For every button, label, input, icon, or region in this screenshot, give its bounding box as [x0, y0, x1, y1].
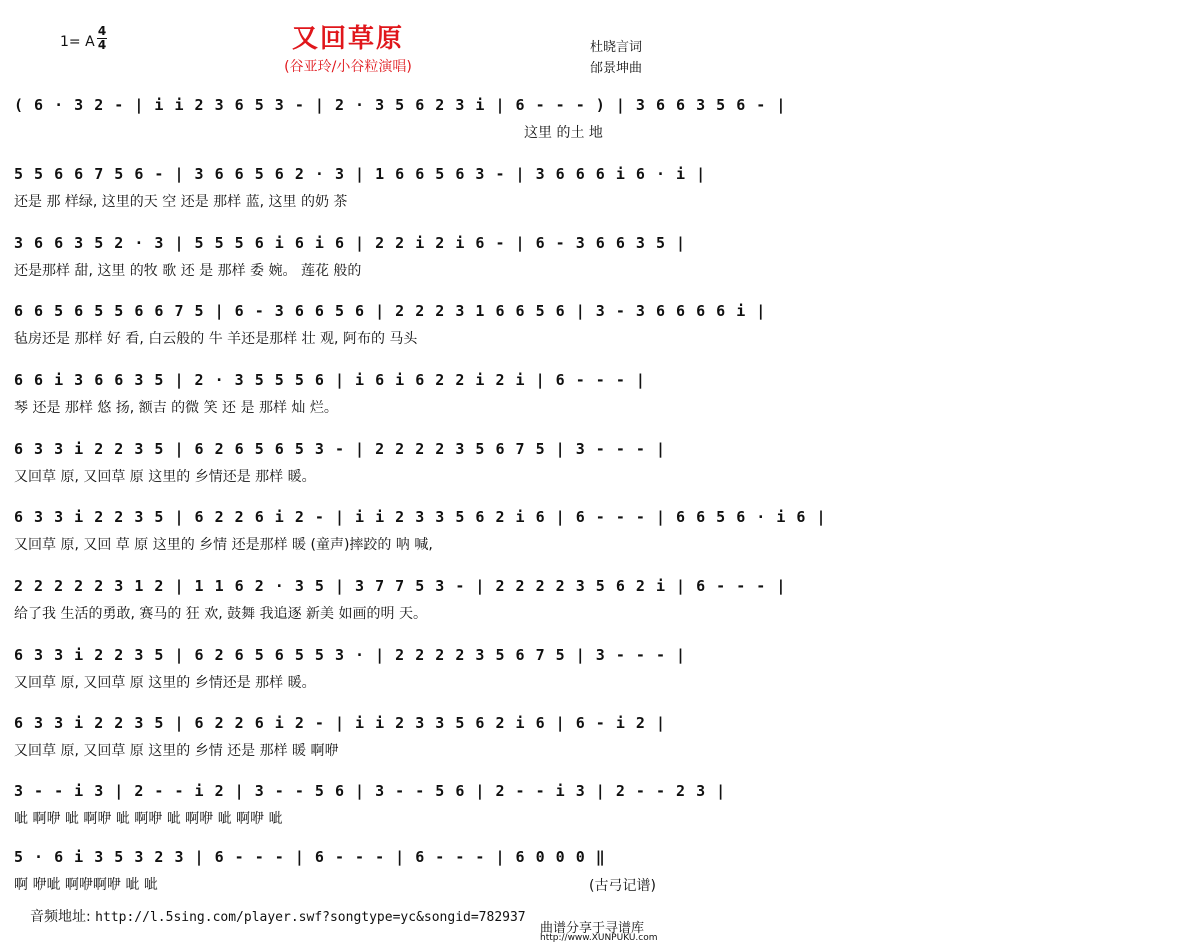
notation-line: 6 3 3 i 2 2 3 5 | 6 2 6 5 6 5 5 3 · | 2 2 2 2 3 5 6 7 5 | 3 - - - |: [14, 646, 687, 664]
watermark-title: 曲谱分享于寻谱库: [540, 921, 645, 936]
notation-line: 6 3 3 i 2 2 3 5 | 6 2 2 6 i 2 - | i i 2 3 3 5 6 2 i 6 | 6 - i 2 |: [14, 714, 666, 732]
time-denominator: 4: [97, 38, 107, 52]
lyrics-line: 又回草 原, 又回草 原 这里的 乡情还是 那样 暖。: [14, 469, 316, 485]
time-numerator: 4: [97, 24, 107, 38]
lyricist-credit: 杜晓言词: [590, 40, 643, 55]
score-row-1: [14, 96, 787, 156]
score-row-4: [14, 302, 767, 362]
score-row-7: [14, 508, 827, 568]
lyrics-line: 毡房还是 那样 好 看, 白云般的 牛 羊还是那样 壮 观, 阿布的 马头: [14, 331, 418, 347]
lyrics-line: 给了我 生活的勇敢, 赛马的 狂 欢, 鼓舞 我追逐 新美 如画的明 天。: [14, 606, 427, 622]
notation-line: 5 5 6 6 7 5 6 - | 3 6 6 5 6 2 · 3 | 1 6 6 5 6 3 - | 3 6 6 6 i 6 · i |: [14, 165, 707, 183]
lyrics-line: 又回草 原, 又回草 原 这里的 乡情还是 那样 暖。: [14, 675, 316, 691]
notation-line: 6 3 3 i 2 2 3 5 | 6 2 6 5 6 5 3 - | 2 2 2 2 3 5 6 7 5 | 3 - - - |: [14, 440, 666, 458]
lyrics-line: 又回草 原, 又回草 原 这里的 乡情 还是 那样 暖 啊咿: [14, 743, 339, 759]
notation-line: 3 - - i 3 | 2 - - i 2 | 3 - - 5 6 | 3 - - 5 6 | 2 - - i 3 | 2 - - 2 3 |: [14, 782, 727, 800]
lyrics-line: 呲 啊咿 呲 啊咿 呲 啊咿 呲 啊咿 呲 啊咿 呲: [14, 811, 283, 827]
audio-label: 音频地址:: [30, 909, 91, 925]
notation-line: ( 6 · 3 2 - | i i 2 3 6 5 3 - | 2 · 3 5 6 2 3 i | 6 - - - ) | 3 6 6 3 5 6 - |: [14, 96, 787, 114]
lyrics-line: 啊 咿呲 啊咿啊咿 呲 呲: [14, 877, 158, 893]
notation-line: 5 · 6 i 3 5 3 2 3 | 6 - - - | 6 - - - | 6 - - - | 6 0 0 0 ‖: [14, 848, 606, 866]
score-row-10: [14, 714, 680, 774]
singer-subtitle: (谷亚玲/小谷粒演唱): [284, 59, 412, 75]
song-title: 又回草原: [291, 24, 404, 54]
lyrics-line: 这里 的土 地: [524, 125, 603, 141]
score-row-8: [14, 577, 787, 637]
score-row-9: [14, 646, 687, 706]
lyrics-line: 还是 那 样绿, 这里的天 空 还是 那样 蓝, 这里 的奶 茶: [14, 194, 348, 210]
transcriber-note: (古弓记谱): [589, 878, 656, 894]
notation-line: 6 6 5 6 5 5 6 6 7 5 | 6 - 3 6 6 5 6 | 2 2 2 3 1 6 6 5 6 | 3 - 3 6 6 6 6 i |: [14, 302, 767, 320]
score-row-6: [14, 440, 680, 500]
score-row-11: [14, 782, 727, 842]
notation-line: 3 6 6 3 5 2 · 3 | 5 5 5 6 i 6 i 6 | 2 2 i 2 i 6 - | 6 - 3 6 6 3 5 |: [14, 234, 687, 252]
score-row-5: [14, 371, 680, 431]
watermark-url[interactable]: http://www.XUNPUKU.com: [540, 933, 658, 943]
score-row-2: [14, 165, 707, 225]
composer-credit: 邰景坤曲: [590, 61, 643, 76]
audio-address: [30, 906, 526, 926]
score-row-3: [14, 234, 687, 294]
lyrics-line: 琴 还是 那样 悠 扬, 额吉 的微 笑 还 是 那样 灿 烂。: [14, 400, 338, 416]
notation-line: 6 6 i 3 6 6 3 5 | 2 · 3 5 5 5 6 | i 6 i 6 2 2 i 2 i | 6 - - - |: [14, 371, 646, 389]
notation-line: 2 2 2 2 2 3 1 2 | 1 1 6 2 · 3 5 | 3 7 7 5 3 - | 2 2 2 2 3 5 6 2 i | 6 - - - |: [14, 577, 787, 595]
lyrics-line: 又回草 原, 又回 草 原 这里的 乡情 还是那样 暖 (童声)摔跤的 呐 喊,: [14, 537, 433, 553]
notation-line: 6 3 3 i 2 2 3 5 | 6 2 2 6 i 2 - | i i 2 3 3 5 6 2 i 6 | 6 - - - | 6 6 5 6 · i 6 |: [14, 508, 827, 526]
audio-link[interactable]: http://l.5sing.com/player.swf?songtype=yc&songid=782937: [95, 910, 526, 925]
lyrics-line: 还是那样 甜, 这里 的牧 歌 还 是 那样 委 婉。 莲花 般的: [14, 263, 362, 279]
key-signature: 1= A: [60, 34, 95, 50]
score-row-12: [14, 848, 680, 908]
time-signature: [97, 26, 107, 51]
